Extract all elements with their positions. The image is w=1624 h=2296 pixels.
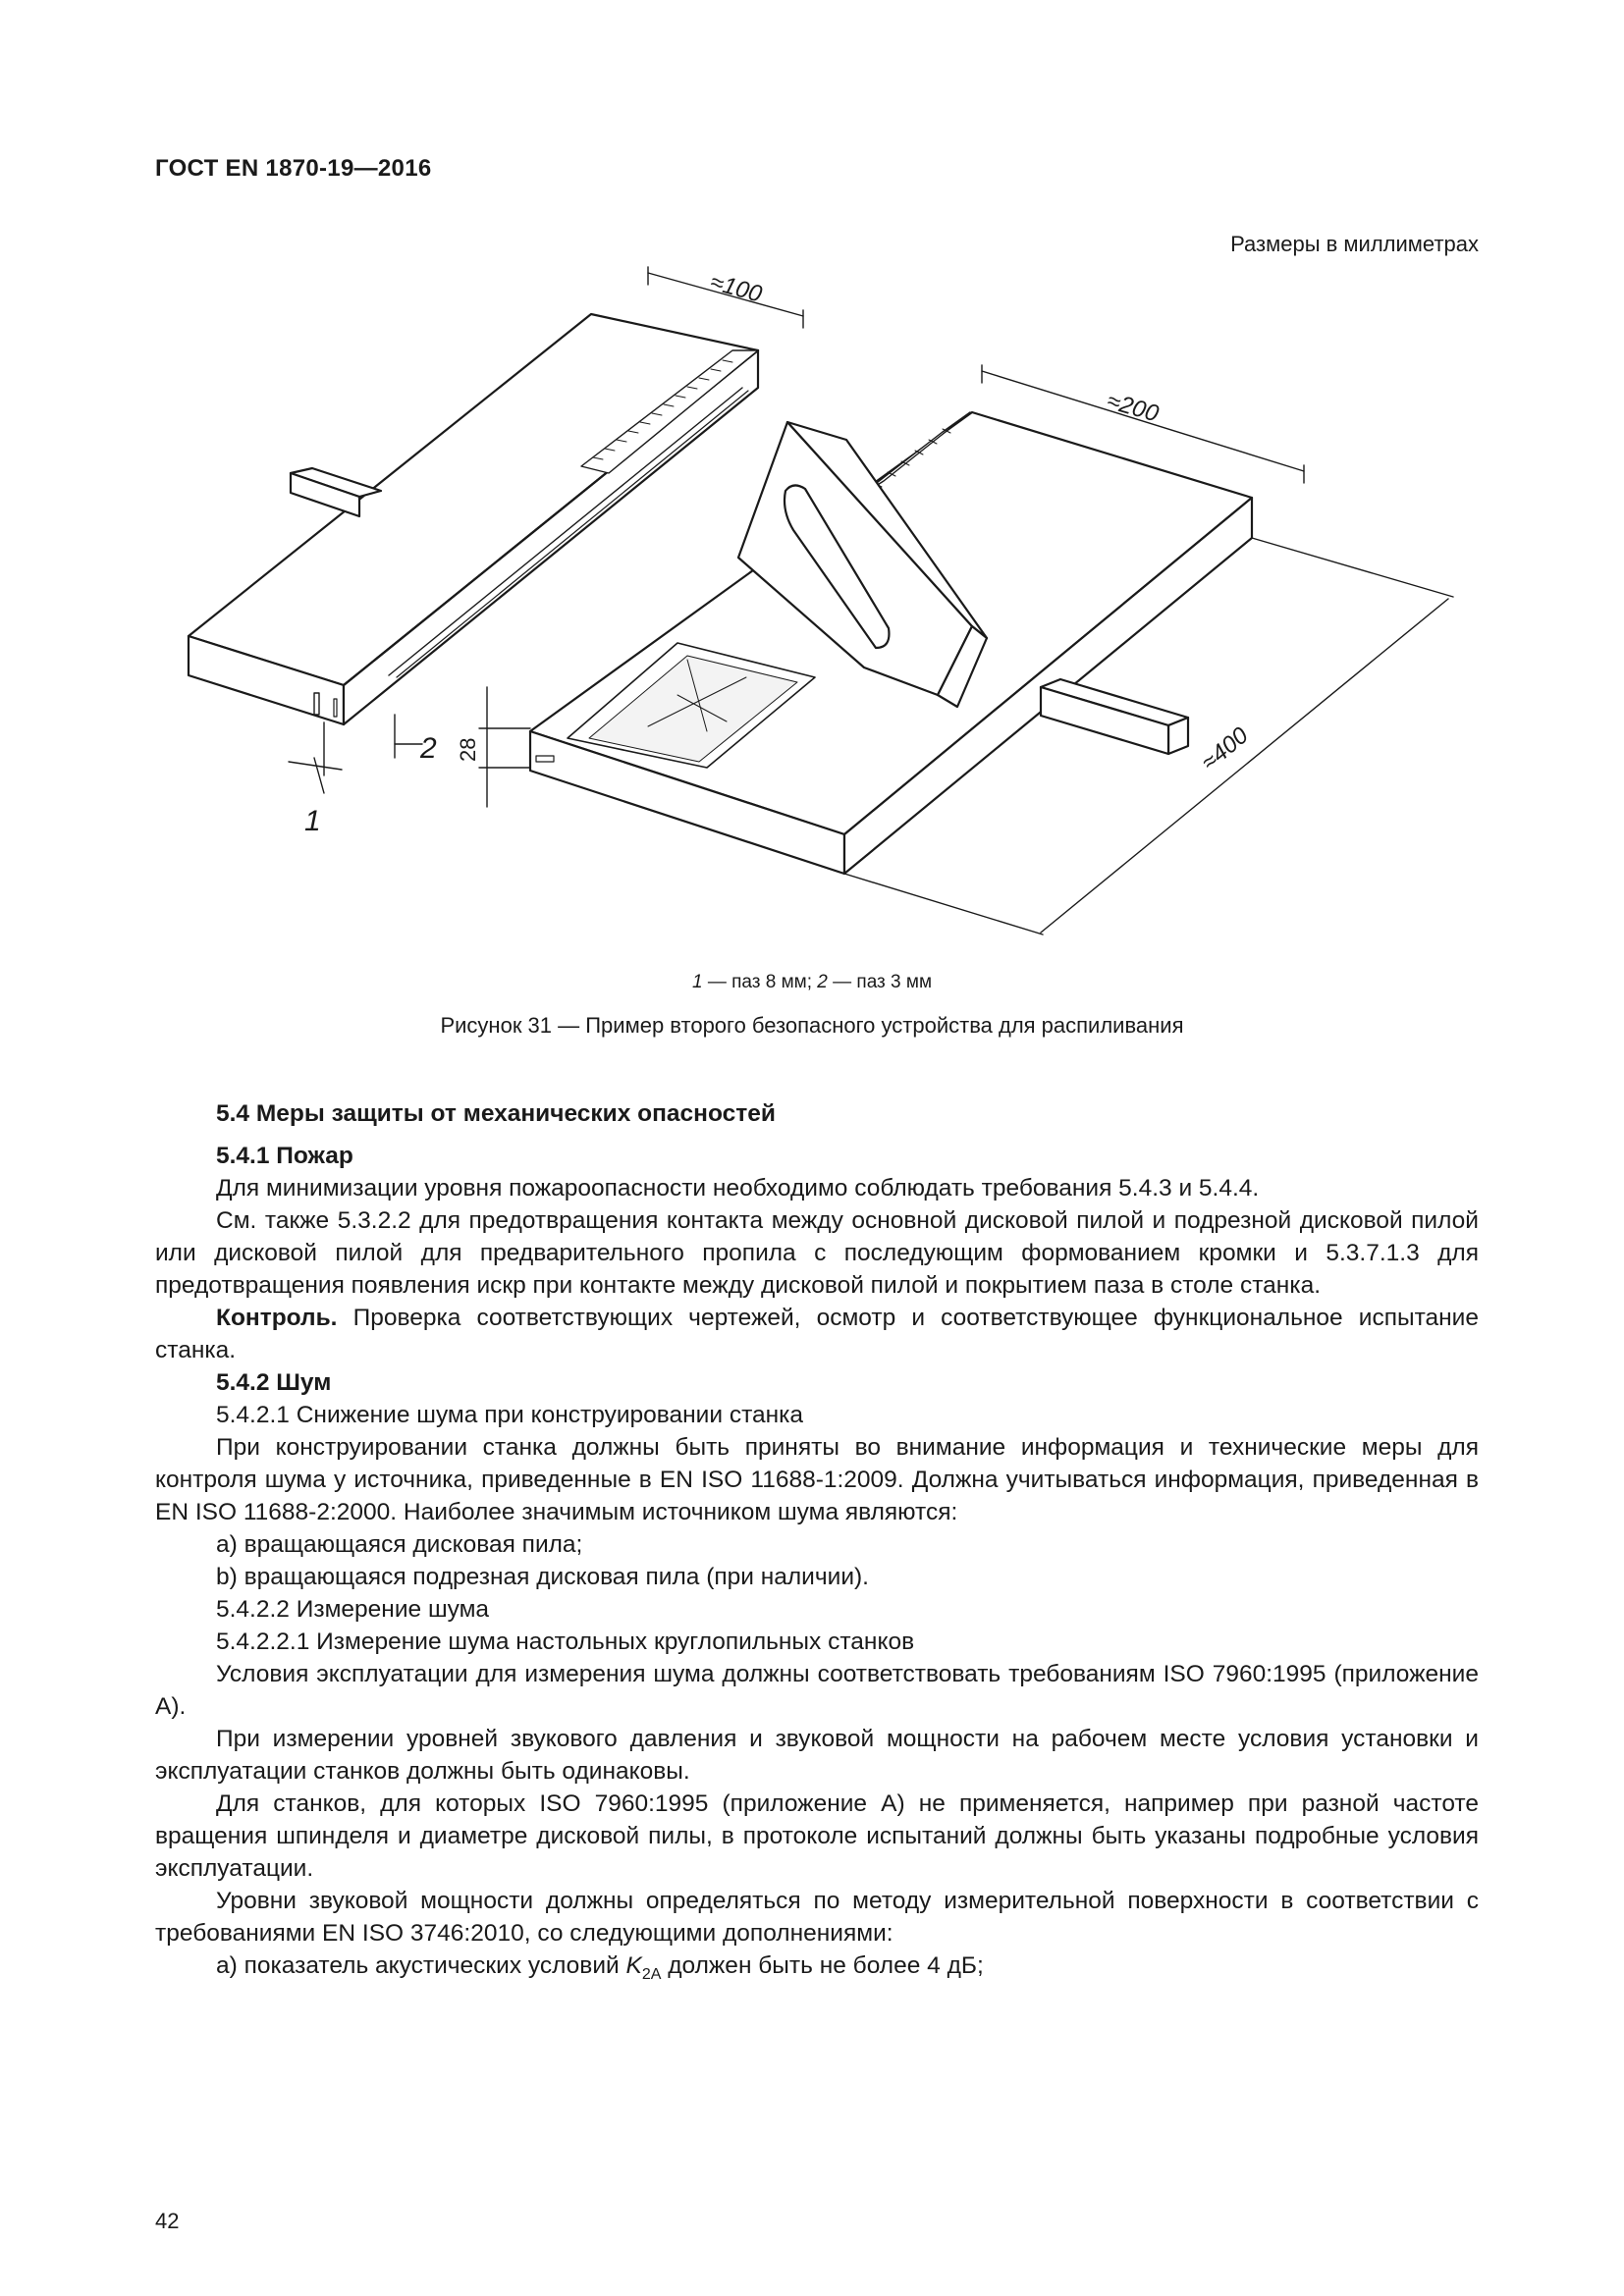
section-title: 5.4 Меры защиты от механических опасностей: [216, 1100, 776, 1127]
subsection-542-title: 5.4.2 Шум: [216, 1369, 332, 1396]
callout-2: 2: [420, 732, 437, 765]
units-note: Размеры в миллиметрах: [1230, 232, 1479, 256]
paragraph: См. также 5.3.2.2 для предотвращения контакта между основной дисковой пилой и подрезной дисковой пилой или дисковой пилой для предварительного пропила с последующим формованием кромки и 5.3.7.1.3 для предотвращения появления искр при контакте между дисковой пилой и покрытием паза в столе станка.: [155, 1207, 1479, 1299]
dim-200: ≈200: [1104, 387, 1162, 428]
page-number: 42: [155, 2209, 180, 2233]
document-body: [155, 1097, 1479, 1991]
right-runner: [1041, 679, 1188, 754]
dim-400: ≈400: [1196, 721, 1254, 776]
control-paragraph: Контроль. Проверка соответствующих чертежей, осмотр и соответствующее функциональное испытание станка.: [155, 1305, 1479, 1363]
paragraph: При конструировании станка должны быть приняты во внимание информация и технические меры для контроля шума у источника, приведенные в EN ISO 11688-1:2009. Должна учитываться информация, приведенная в EN ISO 11688-2:2000. Наиболее значимым источником шума являются:: [155, 1434, 1479, 1525]
clause-title: 5.4.2.2 Измерение шума: [216, 1596, 490, 1623]
paragraph: Уровни звуковой мощности должны определяться по методу измерительной поверхности в соответствии с требованиями EN ISO 3746:2010, со следующими дополнениями:: [155, 1888, 1479, 1947]
dim-100: ≈100: [707, 268, 765, 308]
clause-title: 5.4.2.1 Снижение шума при конструировании станка: [216, 1402, 804, 1428]
paragraph: Для минимизации уровня пожароопасности необходимо соблюдать требования 5.4.3 и 5.4.4.: [216, 1175, 1260, 1201]
clause-title: 5.4.2.2.1 Измерение шума настольных круглопильных станков: [216, 1629, 915, 1655]
paragraph: Для станков, для которых ISO 7960:1995 (приложение А) не применяется, например при разной частоте вращения шпинделя и диаметре дисковой пилы, в протоколе испытаний должны быть указаны подробные условия эксплуатации.: [155, 1790, 1479, 1882]
paragraph: Условия эксплуатации для измерения шума должны соответствовать требованиям ISO 7960:1995 (приложение А).: [155, 1661, 1479, 1720]
list-item: a) показатель акустических условий $K_{2A}$ должен быть не более 4 дБ;: [216, 1952, 984, 1983]
subsection-541-title: 5.4.1 Пожар: [216, 1143, 353, 1169]
figure-caption: Рисунок 31 — Пример второго безопасного устройства для распиливания: [440, 1013, 1184, 1038]
callout-1: 1: [304, 805, 321, 837]
dim-28: 28: [456, 737, 480, 762]
list-item: a) вращающаяся дисковая пила;: [216, 1531, 583, 1558]
list-item: b) вращающаяся подрезная дисковая пила (при наличии).: [216, 1564, 869, 1590]
paragraph: При измерении уровней звукового давления и звуковой мощности на рабочем месте условия установки и эксплуатации станков должны быть одинаковы.: [155, 1726, 1479, 1785]
document-header: ГОСТ EN 1870-19—2016: [155, 155, 432, 182]
figure-legend: 1 — паз 8 мм; 2 — паз 3 мм: [691, 972, 933, 992]
figure-31-drawing: [147, 255, 1483, 942]
